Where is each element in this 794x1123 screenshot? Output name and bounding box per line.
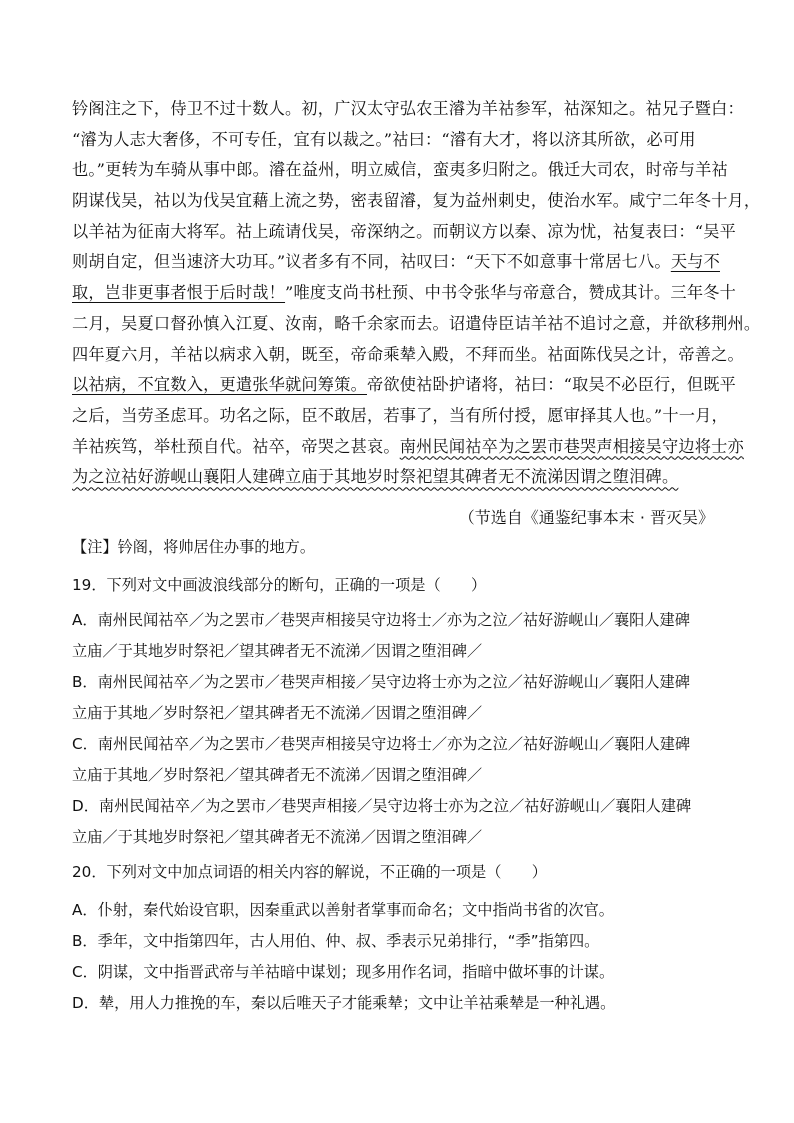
question-20-option-b[interactable]: B．季年，文中指第四年，古人用伯、仲、叔、季表示兄弟排行，“季”指第四。 (72, 932, 600, 950)
question-20-option-a[interactable]: A．仆射，秦代始设官职，因秦重武以善射者掌事而命名；文中指尚书省的次官。 (72, 901, 614, 919)
underlined-sentence: 天与不 (670, 252, 720, 272)
wavy-underlined-text: 南州民闻祜卒为之罢市巷哭声相接吴守边将士亦 (399, 436, 744, 456)
underlined-sentence: 以祜病，不宜数入，更遣张华就问筹策。 (72, 375, 367, 395)
passage-line (72, 432, 744, 463)
question-20-option-d[interactable]: D．辇，用人力推挽的车，秦以后唯天子才能乘辇；文中让羊祜乘辇是一种礼遇。 (72, 994, 616, 1012)
passage-text: 二月，吴夏口督孙慎入江夏、汝南，略千余家而去。诏遣侍臣诘羊祜不追讨之意，并欲移荆州。 (72, 313, 761, 333)
passage-text: 阴谋伐吴，祜以为伐吴宜藉上流之势，密表留濬，复为益州刺史，使治水军。咸宁二年冬十月， (72, 191, 761, 211)
passage-text: 之后，当劳圣虑耳。功名之际，臣不敢居，若事了，当有所付授，愿审择其人也。”十一月， (72, 405, 728, 425)
question-19-option-a-line2[interactable]: 立庙／于其地岁时祭祀／望其碑者无不流涕／因谓之堕泪碑／ (72, 642, 483, 660)
question-19-option-a-line1[interactable]: A．南州民闻祜卒／为之罢市／巷哭声相接吴守边将士／亦为之泣／祜好游岘山／襄阳人建碑 (72, 611, 690, 629)
passage-text: 钤阁注之下，侍卫不过十数人。初，广汉太守弘农王濬为羊祜参军，祜深知之。祜兄子暨白： (72, 99, 744, 118)
passage-line (72, 125, 732, 156)
passage-text: 帝欲使祜卧护诸将，祜曰：“取吴不必臣行，但既平 (366, 375, 736, 395)
question-19-option-b-line2[interactable]: 立庙于其地／岁时祭祀／望其碑者无不流涕／因谓之堕泪碑／ (72, 704, 483, 722)
underlined-sentence: 取，岂非更事者恨于后时哉！ (72, 283, 286, 303)
passage-text: 则胡自定，但当速济大功耳。”议者多有不同，祜叹曰：“天下不如意事十常居七八。 (72, 252, 671, 272)
question-19-option-d-line2[interactable]: 立庙／于其地岁时祭祀／望其碑者无不流涕／因谓之堕泪碑／ (72, 828, 483, 846)
annotation-note: 【注】钤阁，将帅居住办事的地方。 (72, 538, 315, 556)
question-19-option-d-line1[interactable]: D．南州民闻祜卒／为之罢市／巷哭声相接／吴守边将士亦为之泣／祜好游岘山／襄阳人建碑 (72, 797, 692, 815)
passage-line (72, 217, 736, 248)
wavy-underlined-text: 为之泣祜好游岘山襄阳人建碑立庙于其地岁时祭祀望其碑者无不流涕因谓之堕泪碑。 (72, 467, 679, 487)
passage-line (72, 340, 744, 371)
question-19-option-c-line1[interactable]: C．南州民闻祜卒／为之罢市／巷哭声相接吴守边将士／亦为之泣／祜好游岘山／襄阳人建碑 (72, 735, 691, 753)
passage-line (72, 186, 761, 217)
passage-line (72, 401, 732, 432)
passage-line (72, 370, 736, 401)
passage-line (72, 94, 744, 125)
passage-line (72, 309, 761, 340)
passage-line (72, 278, 736, 309)
question-19-stem: 19．下列对文中画波浪线部分的断句，正确的一项是（ ） (72, 576, 487, 594)
passage-line (72, 462, 732, 493)
passage-text: “濬为人志大奢侈，不可专任，宜有以裁之。”祜曰：“濬有大才，将以济其所欲，必可用 (72, 129, 696, 149)
passage-text: 四年夏六月，羊祜以病求入朝，既至，帝命乘辇入殿，不拜而坐。祜面陈伐吴之计，帝善之。 (72, 344, 744, 364)
passage-line (72, 247, 732, 278)
passage-text: 也。”更转为车骑从事中郎。濬在益州，明立威信，蛮夷多归附之。俄迁大司农，时帝与羊祜 (72, 160, 728, 180)
passage-source: （节选自《通鉴纪事本末 · 晋灭吴》 (458, 508, 714, 527)
passage-line (72, 155, 732, 186)
passage-text: 以羊祜为征南大将军。祜上疏请伐吴，帝深纳之。而朝议方以秦、凉为忧，祜复表曰：“吴平 (72, 221, 736, 241)
passage-text: ”唯度支尚书杜预、中书令张华与帝意合，赞成其计。三年冬十 (285, 283, 736, 303)
question-20-option-c[interactable]: C．阴谋，文中指晋武帝与羊祜暗中谋划；现多用作名词，指暗中做坏事的计谋。 (72, 963, 615, 981)
question-19-option-c-line2[interactable]: 立庙于其地／岁时祭祀／望其碑者无不流涕／因谓之堕泪碑／ (72, 766, 483, 784)
passage-text: 羊祜疾笃，举杜预自代。祜卒，帝哭之甚哀。 (72, 436, 400, 456)
question-19-option-b-line1[interactable]: B．南州民闻祜卒／为之罢市／巷哭声相接／吴守边将士亦为之泣／祜好游岘山／襄阳人建碑 (72, 673, 690, 691)
question-20-stem: 20．下列对文中加点词语的相关内容的解说，不正确的一项是（ ） (72, 863, 547, 881)
classical-passage (72, 94, 761, 493)
